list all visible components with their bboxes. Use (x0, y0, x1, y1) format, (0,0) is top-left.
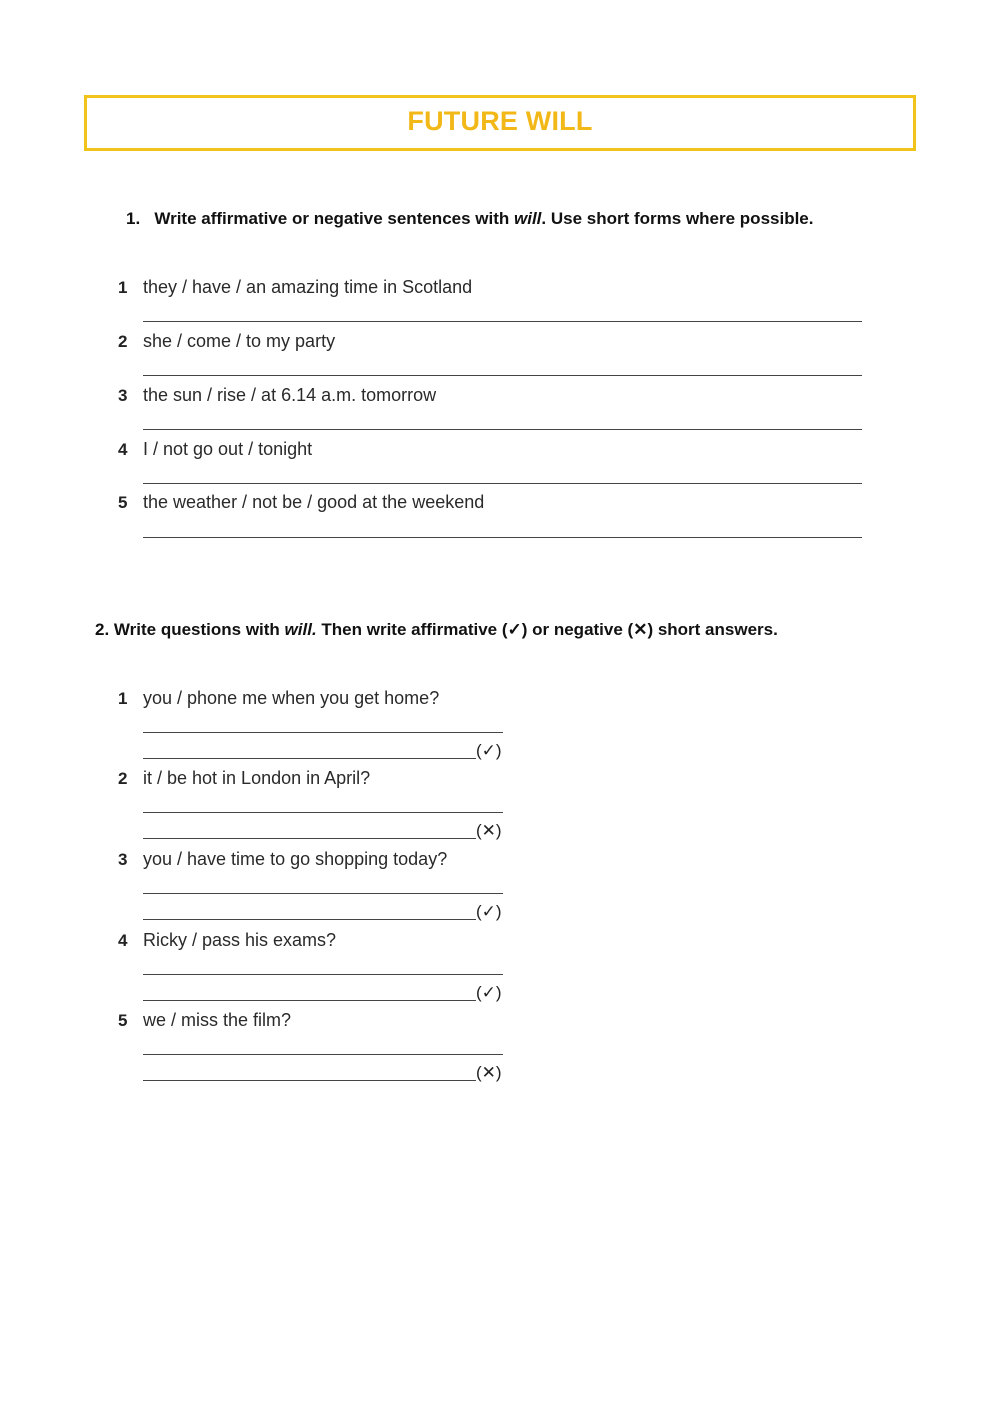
answer-line[interactable] (143, 466, 862, 484)
exercise-1-instruction-emphasis: will (514, 209, 542, 228)
answer-mark: (✓) (476, 741, 502, 760)
item-number: 1 (118, 278, 128, 297)
answer-line[interactable] (143, 520, 862, 538)
item-prompt: I / not go out / tonight (143, 439, 313, 459)
item-prompt: you / have time to go shopping today? (143, 849, 448, 869)
item-prompt: we / miss the film? (143, 1010, 292, 1030)
exercise-1-instruction-start: Write affirmative or negative sentences with (154, 209, 514, 228)
item-number: 4 (118, 931, 128, 950)
item-number: 3 (118, 386, 128, 405)
item-number: 5 (118, 1011, 128, 1030)
answer-mark: (✓) (476, 902, 502, 921)
answer-line[interactable] (143, 304, 862, 322)
answer-mark: (✓) (476, 983, 502, 1002)
question-line[interactable] (143, 715, 503, 733)
item-number: 2 (118, 332, 128, 351)
short-answer-line[interactable] (143, 741, 476, 759)
answer-mark: (✕) (476, 821, 502, 840)
answer-mark: (✕) (476, 1063, 502, 1082)
short-answer-line[interactable] (143, 1063, 476, 1081)
item-prompt: Ricky / pass his exams? (143, 930, 337, 950)
item-prompt: they / have / an amazing time in Scotland (143, 277, 473, 297)
title-box (84, 95, 916, 151)
exercise-1-number: 1. (126, 209, 141, 228)
exercise-2-instruction-end: Then write affirmative (✓) or negative (✕) short answers. (316, 620, 778, 639)
exercise-1-instruction (126, 209, 813, 229)
item-number: 4 (118, 440, 128, 459)
item-number: 2 (118, 769, 128, 788)
question-line[interactable] (143, 876, 503, 894)
item-prompt: the sun / rise / at 6.14 a.m. tomorrow (143, 385, 437, 405)
page-title: FUTURE WILL (407, 106, 593, 136)
exercise-2-instruction (95, 620, 778, 640)
item-prompt: the weather / not be / good at the weekend (143, 492, 485, 512)
question-line[interactable] (143, 795, 503, 813)
answer-line[interactable] (143, 412, 862, 430)
item-number: 3 (118, 850, 128, 869)
item-number: 5 (118, 493, 128, 512)
exercise-1-instruction-end: . Use short forms where possible. (541, 209, 814, 228)
exercise-2-instruction-start: 2. Write questions with (95, 620, 285, 639)
question-line[interactable] (143, 957, 503, 975)
item-prompt: it / be hot in London in April? (143, 768, 371, 788)
short-answer-line[interactable] (143, 902, 476, 920)
short-answer-line[interactable] (143, 821, 476, 839)
question-line[interactable] (143, 1037, 503, 1055)
short-answer-line[interactable] (143, 983, 476, 1001)
exercise-2-instruction-emphasis: will. (284, 620, 317, 639)
item-prompt: you / phone me when you get home? (143, 688, 440, 708)
answer-line[interactable] (143, 358, 862, 376)
item-number: 1 (118, 689, 128, 708)
item-prompt: she / come / to my party (143, 331, 336, 351)
